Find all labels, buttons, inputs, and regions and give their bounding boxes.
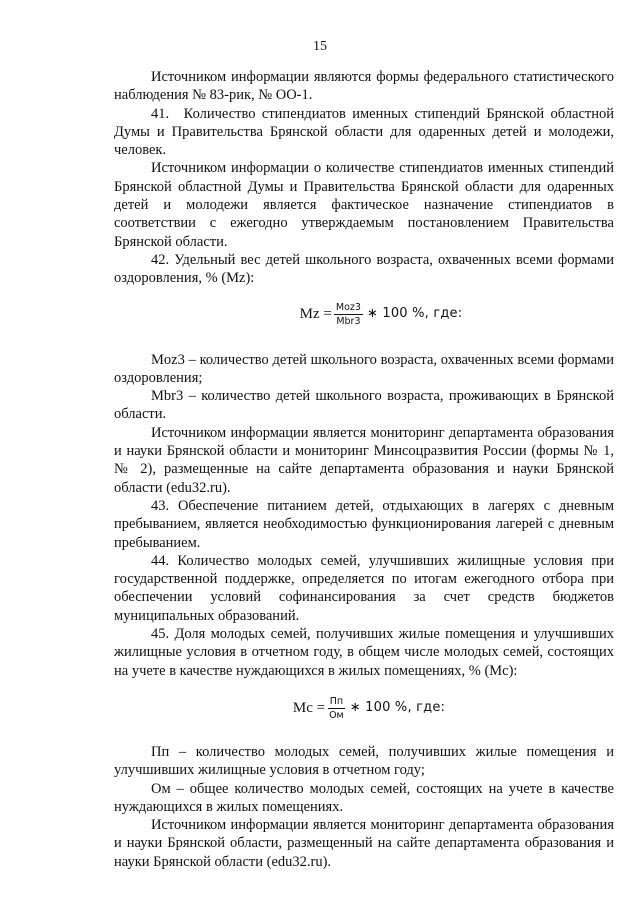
paragraph-item-44: 44. Количество молодых семей, улучшивших жилищные условия при государственной поддержке, определяется по итогам ежегодного отбора при обеспечении условий софинансирования за счет средств бюджетов муниципальных образований. [114,552,614,624]
page-number: 15 [313,39,327,54]
paragraph-item-42: 42. Удельный вес детей школьного возраста, охваченных всеми формами оздоровления, % (Mz): [114,251,614,287]
formula-mz [114,302,614,327]
definition-moz3: Moz3 – количество детей школьного возраста, охваченных всеми формами оздоровления; [114,351,614,386]
paragraph-item-41: 41. Количество стипендиатов именных стипендий Брянской областной Думы и Правительства Брянской области для одаренных детей и молодежи, человек. [114,105,614,159]
formula-mc-fraction [327,696,346,721]
document-body [114,68,614,871]
paragraph-source-statistical-forms: Источником информации являются формы федерального статистического наблюдения № 83-рик, № ОО-1. [114,69,614,104]
formula-mz-denominator: Mbr3 [336,315,361,327]
formula-mz-lhs: Mz = [299,306,332,323]
formula-mc-lhs: Мс = [292,700,326,717]
formula-mz-numerator: Moz3 [335,301,361,313]
paragraph-item-43: 43. Обеспечение питанием детей, отдыхающих в лагерях с дневным пребыванием, является необходимостью функционирования лагерей с дневным пребыванием. [114,497,614,551]
paragraph-source-edu32: Источником информации является мониторинг департамента образования и науки Брянской области, размещенный на сайте департамента образования и науки Брянской области (edu32.ru). [114,817,614,870]
paragraph-item-45: 45. Доля молодых семей, получивших жилые помещения и улучшивших жилищные условия в отчетном году, в общем числе молодых семей, состоящих на учете в качестве нуждающихся в жилых помещениях, % (Мс): [114,626,614,679]
definition-om: Ом – общее количество молодых семей, состоящих на учете в качестве нуждающихся в жилых помещениях. [114,780,614,815]
formula-mc-denominator: Ом [329,709,344,721]
definition-pp: Пп – количество молодых семей, получивших жилые помещения и улучшивших жилищные условия в отчетном году; [114,743,614,779]
formula-mz-rhs: ∗ 100 %, где: [366,306,463,322]
formula-mz-fraction [334,302,363,327]
formula-mc [114,696,614,721]
formula-mc-rhs: ∗ 100 %, где: [349,700,446,716]
formula-mc-numerator: Пп [329,695,344,707]
paragraph-source-monitoring: Источником информации является мониторинг департамента образования и науки Брянской области и мониторинг Минсоцразвития России (формы № 1, № 2), размещенные на сайте департамента образования и науки Брянской области (edu32.ru). [114,424,614,496]
paragraph-source-stipends: Источником информации о количестве стипендиатов именных стипендий Брянской областной Думы и Правительства Брянской области для одаренных детей и молодежи является фактическое назначение стипендиатов в соответствии с ежегодно утверждаемым постановлением Правительства Брянской области. [114,160,614,250]
definition-mbr3: Mbr3 – количество детей школьного возраста, проживающих в Брянской области. [114,388,614,423]
